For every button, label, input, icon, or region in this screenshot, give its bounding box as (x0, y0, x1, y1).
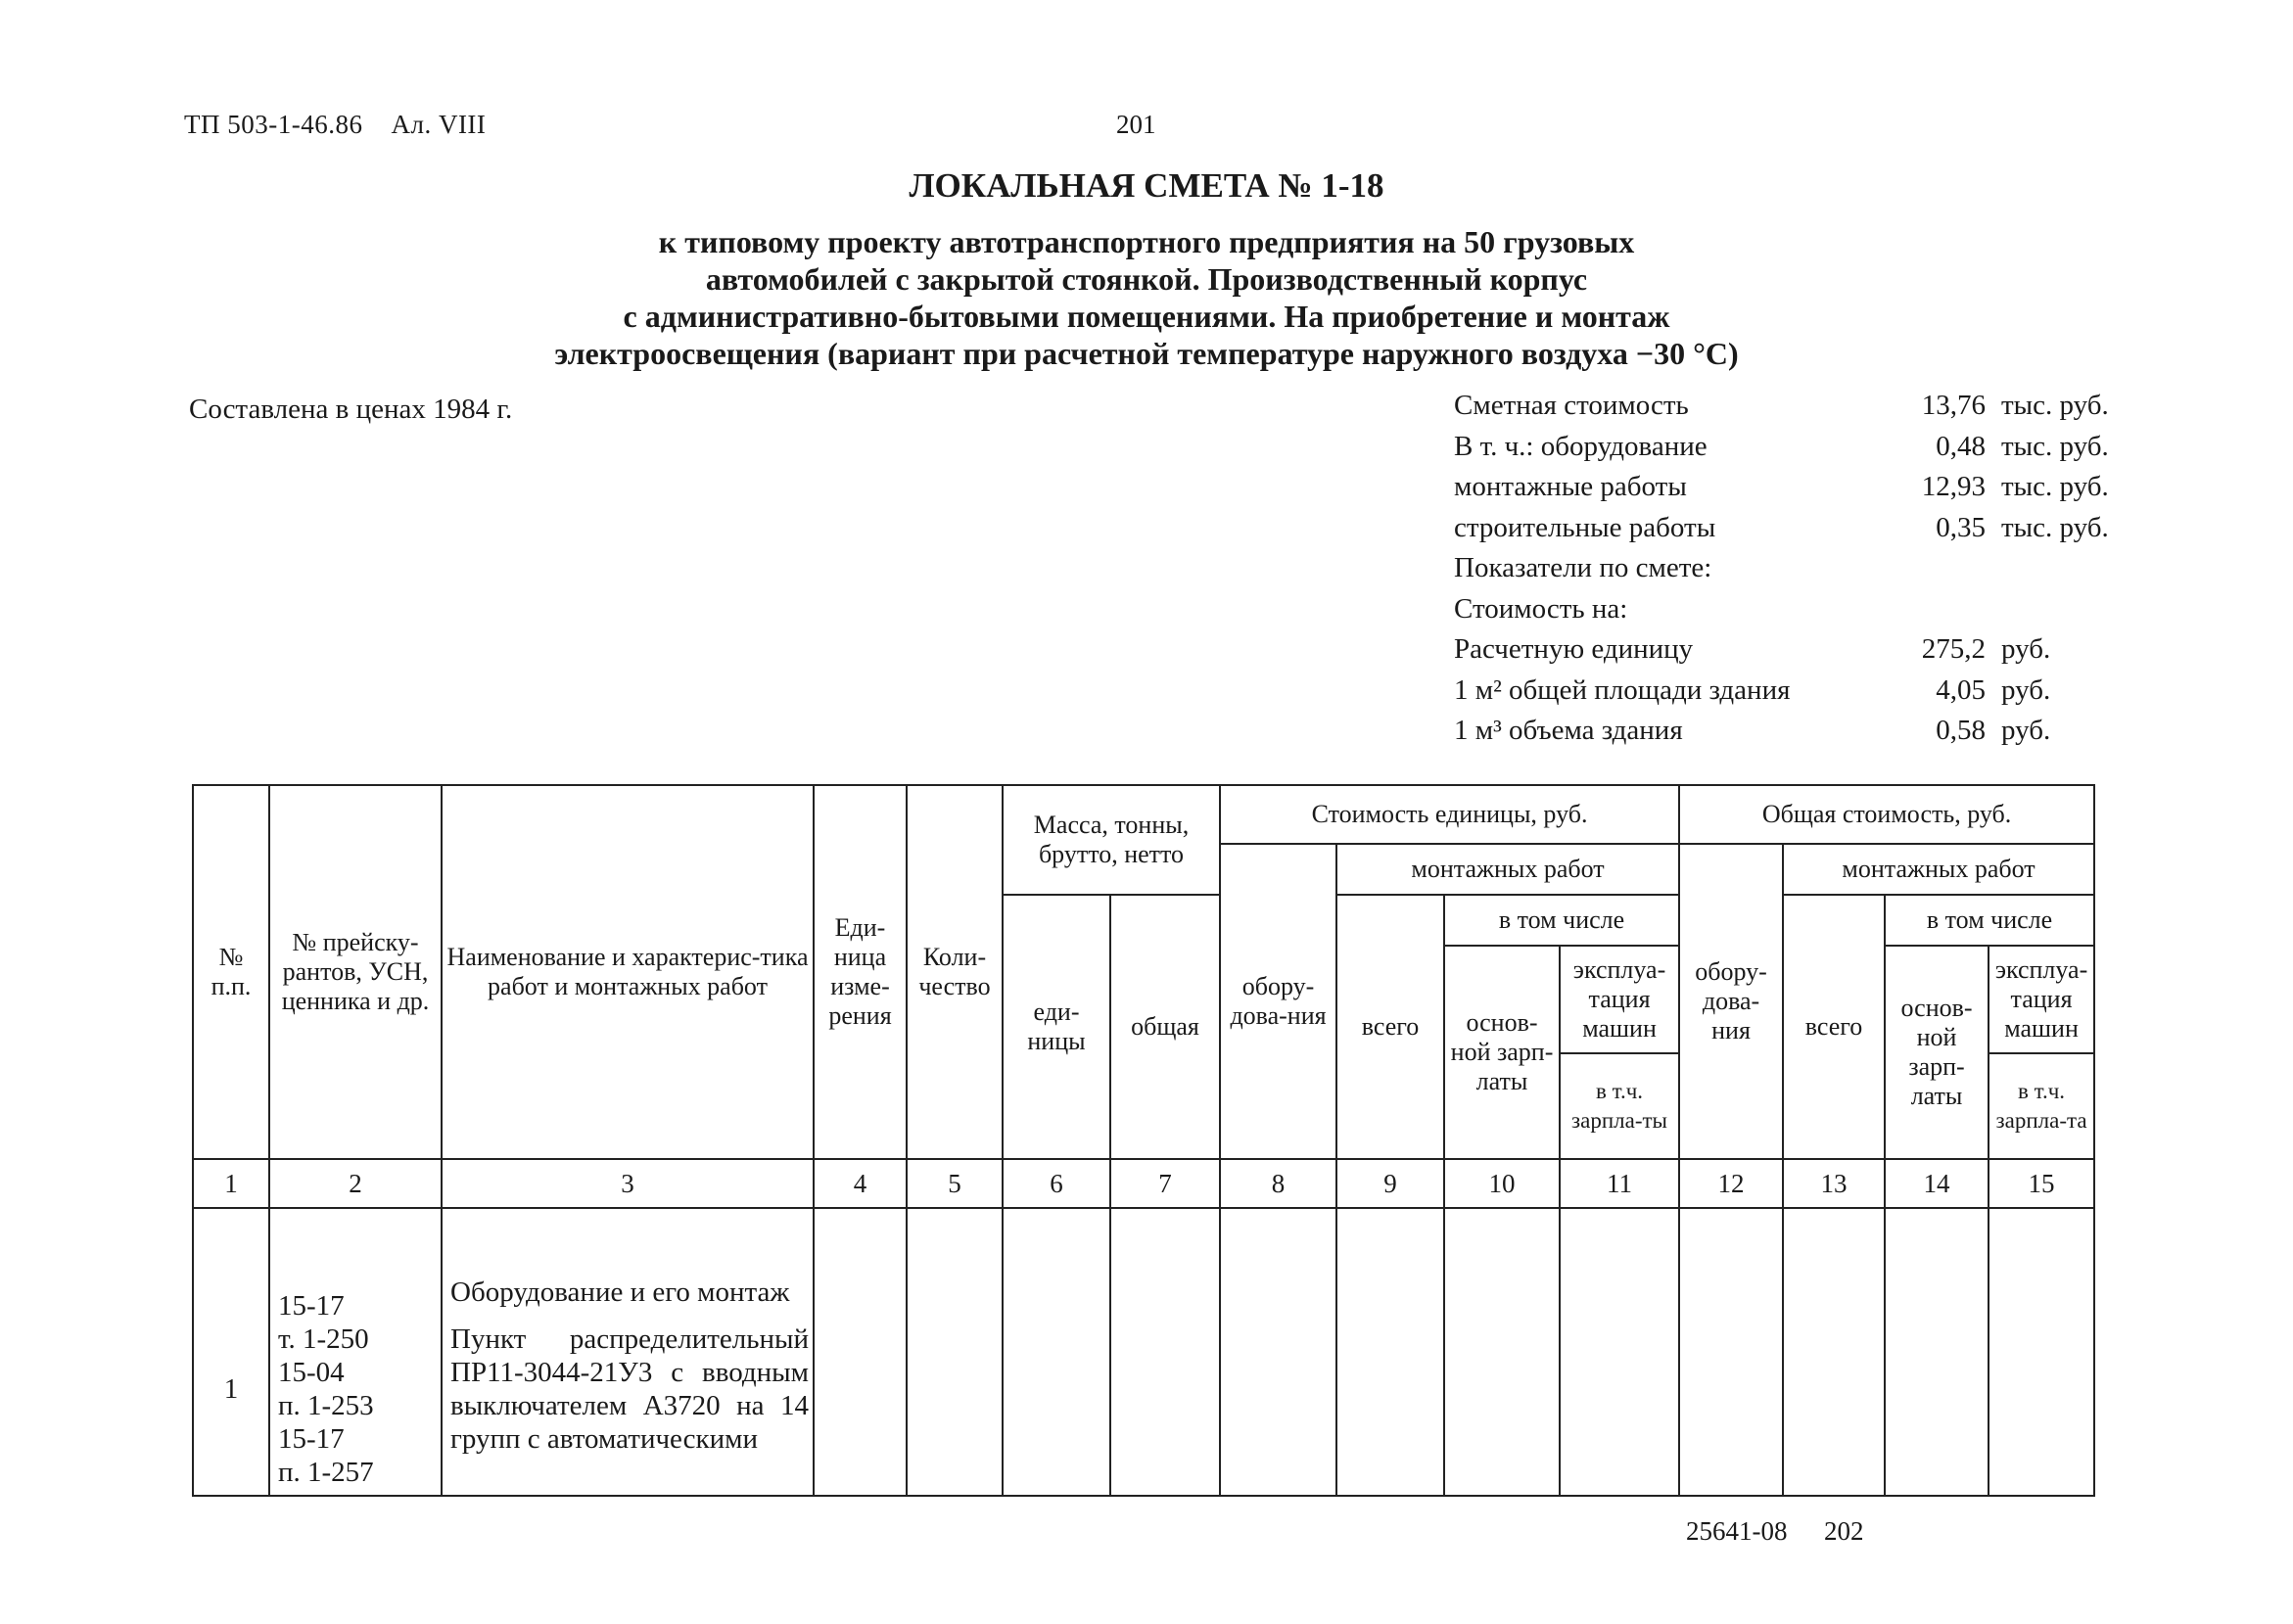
header-pricelist: № прейску-рантов, УСН, ценника и др. (269, 785, 442, 1159)
estimate-subtitle (0, 223, 2293, 372)
cost-value: 12,93 (1921, 471, 1986, 502)
cost-row (1454, 633, 2109, 674)
cost-label: монтажные работы (1454, 471, 1687, 502)
cost-label: Показатели по смете: (1454, 552, 1712, 583)
header-total-machines-wage: в т.ч. зарпла-та (1989, 1053, 2094, 1159)
col-number: 2 (269, 1159, 442, 1208)
cost-row (1454, 552, 2109, 593)
subtitle-line: автомобилей с закрытой стоянкой. Производственный корпус (705, 261, 1588, 297)
header-total-wage: основ-ной зарп-латы (1885, 946, 1989, 1159)
cost-row (1454, 431, 2109, 472)
col-number: 1 (193, 1159, 269, 1208)
cost-value (1895, 593, 2001, 634)
code-line: 15-17 (278, 1423, 345, 1455)
estimate-table (192, 784, 2095, 1497)
header-unit-machines-wage: в т.ч. зарпла-ты (1560, 1053, 1679, 1159)
col-number: 4 (814, 1159, 907, 1208)
code-line: т. 1-250 (278, 1323, 369, 1355)
prices-note: Составлена в ценах 1984 г. (189, 394, 513, 425)
cost-value (1895, 552, 2001, 593)
cost-label: Стоимость на: (1454, 592, 1628, 625)
col-number: 14 (1885, 1159, 1989, 1208)
header-unit-wage: основ-ной зарп-латы (1444, 946, 1560, 1159)
cost-unit: руб. (2001, 673, 2051, 706)
cost-row (1454, 593, 2109, 634)
footer (1686, 1516, 1864, 1547)
code-line: п. 1-257 (278, 1457, 374, 1488)
header-mass-unit: еди-ницы (1003, 895, 1110, 1159)
cost-unit (2001, 593, 2109, 634)
cost-row (1454, 471, 2109, 512)
cost-row (1454, 512, 2109, 553)
header-total-all: всего (1783, 895, 1885, 1159)
code-line: 15-04 (278, 1357, 345, 1388)
col-number: 3 (442, 1159, 814, 1208)
header-quantity: Коли-чество (907, 785, 1003, 1159)
cost-unit: тыс. руб. (2001, 430, 2109, 462)
cost-summary (1454, 390, 2109, 756)
col-number: 8 (1220, 1159, 1336, 1208)
code-line: п. 1-253 (278, 1390, 374, 1421)
row-number (193, 1208, 269, 1496)
header-unit-equipment: обору-дова-ния (1220, 844, 1336, 1159)
header-unit-installation: монтажных работ (1336, 844, 1679, 895)
row-name (442, 1208, 814, 1496)
cost-row (1454, 390, 2109, 431)
cost-value: 4,05 (1936, 673, 1986, 706)
header-unit-machines: эксплуа-тация машин (1560, 946, 1679, 1053)
col-number: 13 (1783, 1159, 1885, 1208)
cost-value: 0,48 (1936, 430, 1986, 462)
estimate-title: ЛОКАЛЬНАЯ СМЕТА № 1-18 (909, 166, 1384, 205)
header-unit: Еди-ница изме-рения (814, 785, 907, 1159)
cost-value: 0,35 (1936, 511, 1986, 543)
cost-unit: тыс. руб. (2001, 390, 2109, 421)
col-number: 7 (1110, 1159, 1220, 1208)
cost-value: 0,58 (1936, 715, 1986, 746)
header-name: Наименование и характерис-тика работ и монтажных работ (442, 785, 814, 1159)
header-mass: Масса, тонны, брутто, нетто (1003, 785, 1220, 895)
item-name: Пункт распределительный ПР11-3044-21У3 с вводным выключателем А3720 на 14 групп с автоматическими (450, 1323, 809, 1455)
cost-value: 13,76 (1921, 390, 1986, 421)
footer-next-page: 202 (1824, 1516, 1864, 1546)
cost-value: 275,2 (1921, 633, 1986, 665)
footer-ref: 25641-08 (1686, 1516, 1788, 1546)
row-number-value: 1 (223, 1373, 239, 1405)
col-number: 15 (1989, 1159, 2094, 1208)
cost-row (1454, 674, 2109, 716)
header-mass-total: общая (1110, 895, 1220, 1159)
col-number: 6 (1003, 1159, 1110, 1208)
col-number: 10 (1444, 1159, 1560, 1208)
header-total-machines: эксплуа-тация машин (1989, 946, 2094, 1053)
cost-label: строительные работы (1454, 511, 1716, 543)
page-number: 201 (1116, 110, 1156, 139)
cost-label: В т. ч.: оборудование (1454, 430, 1708, 462)
header-unit-including: в том числе (1444, 895, 1679, 946)
col-number: 9 (1336, 1159, 1444, 1208)
col-number: 5 (907, 1159, 1003, 1208)
col-number: 11 (1560, 1159, 1679, 1208)
header-total-installation: монтажных работ (1783, 844, 2094, 895)
header-unit-cost: Стоимость единицы, руб. (1220, 785, 1679, 844)
header-total-equipment: обору-дова-ния (1679, 844, 1783, 1159)
cost-label: 1 м³ объема здания (1454, 715, 1683, 746)
cost-unit: тыс. руб. (2001, 471, 2109, 502)
subtitle-line: к типовому проекту автотранспортного предприятия на 50 грузовых (658, 224, 1635, 259)
col-number: 12 (1679, 1159, 1783, 1208)
cost-unit: руб. (2001, 633, 2051, 665)
row-codes (269, 1208, 442, 1496)
cost-label: Сметная стоимость (1454, 390, 1689, 421)
cost-unit (2001, 552, 2109, 593)
header-total-cost: Общая стоимость, руб. (1679, 785, 2094, 844)
cost-unit: руб. (2001, 715, 2051, 746)
column-numbers-row (193, 1159, 2094, 1208)
cost-label: Расчетную единицу (1454, 633, 1694, 665)
subtitle-line: электроосвещения (вариант при расчетной температуре наружного воздуха −30 °С) (554, 336, 1739, 371)
section-title: Оборудование и его монтаж (450, 1276, 790, 1308)
document-code: ТП 503-1-46.86 Ал. VIII (184, 110, 487, 139)
header-no: № п.п. (193, 785, 269, 1159)
cost-row (1454, 715, 2109, 756)
code-line: 15-17 (278, 1290, 345, 1322)
header-unit-all: всего (1336, 895, 1444, 1159)
header-total-including: в том числе (1885, 895, 2094, 946)
subtitle-line: с административно-бытовыми помещениями. На приобретение и монтаж (623, 299, 1670, 334)
cost-unit: тыс. руб. (2001, 511, 2109, 543)
table-row (193, 1208, 2094, 1496)
cost-label: 1 м² общей площади здания (1454, 673, 1791, 706)
